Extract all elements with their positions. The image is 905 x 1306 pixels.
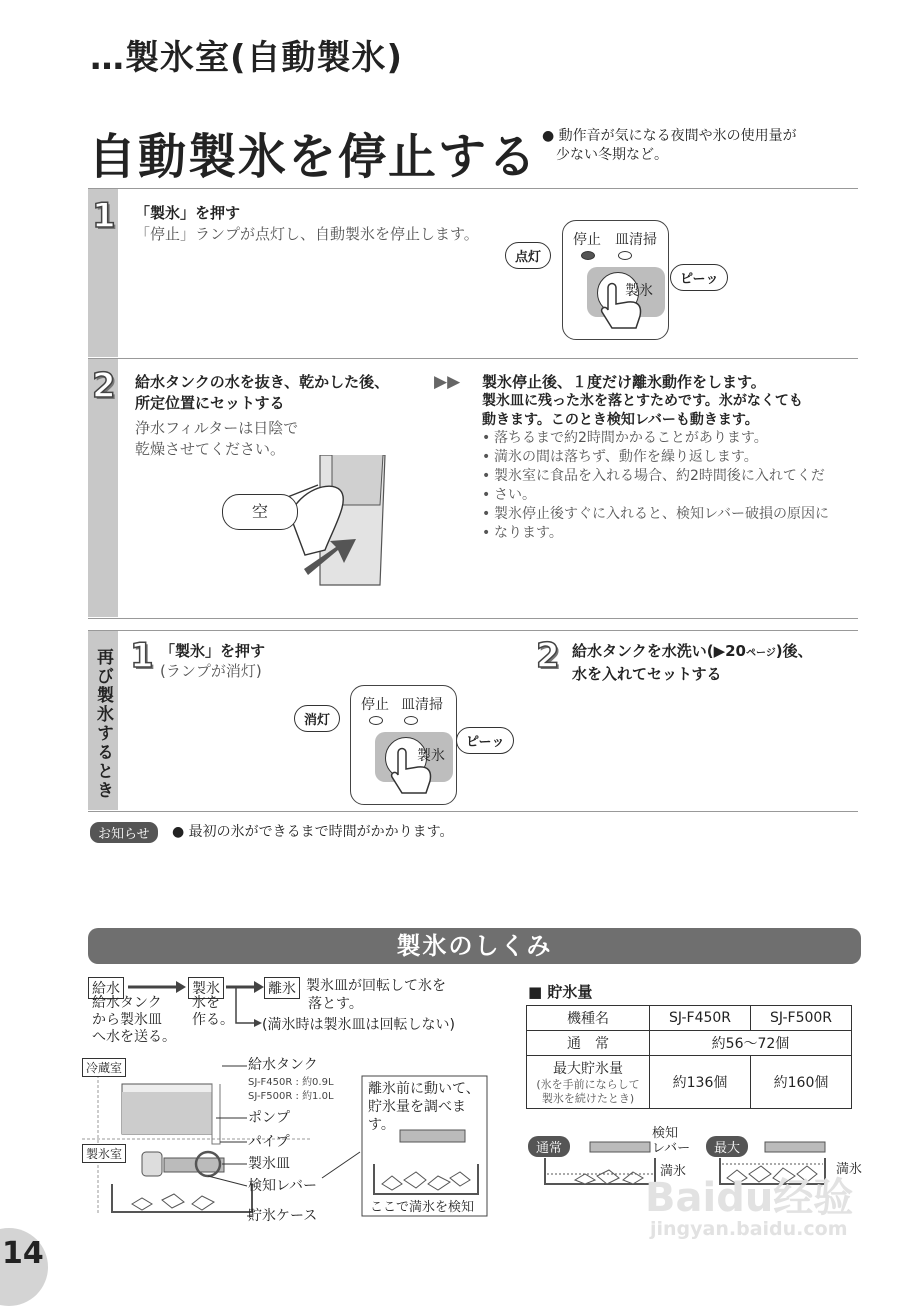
stop-lamp-lit	[581, 251, 595, 260]
ice-button-label: 製氷	[625, 283, 653, 299]
lever-label: 検知レバー	[248, 1178, 318, 1194]
flow-release-note: (満氷時は製氷皿は回転しない)	[262, 1017, 455, 1033]
flow-release-desc	[306, 977, 446, 1013]
page-ref-unit: ページ	[745, 648, 776, 659]
normal-badge: 通常	[528, 1136, 570, 1157]
bullet-item: • 製氷室に食品を入れる場合、約2時間後に入れてくだ	[480, 467, 865, 486]
flow-desc-line: 氷を	[192, 995, 220, 1011]
stop-lamp-off	[369, 716, 383, 725]
pump-label: ポンプ	[248, 1110, 290, 1126]
lamp-stop-label: 停止	[573, 232, 601, 248]
step-number: 2	[92, 366, 116, 406]
flow-desc-line: へ水を送る。	[92, 1029, 176, 1045]
table-row	[527, 1031, 852, 1056]
tray-label: 製氷皿	[248, 1156, 290, 1172]
step2-desc-line1: 浄水フィルターは日陰で	[135, 419, 299, 437]
storage-table	[526, 1005, 852, 1109]
step-number: 1	[130, 636, 154, 676]
flow-box-release: 離氷	[264, 977, 300, 999]
mechanism-banner: 製氷のしくみ	[88, 928, 861, 964]
step2-title-line2: 所定位置にセットする	[135, 394, 285, 412]
table-cell: 約136個	[650, 1056, 751, 1109]
flow-box-supply: 給水	[88, 977, 124, 999]
restart-side-label: 再び製氷するとき	[93, 648, 113, 800]
table-cell: 通 常	[527, 1031, 650, 1056]
step2-desc	[135, 418, 298, 460]
row2-sub: (氷を手前にならして	[536, 1078, 640, 1091]
detail-caption: ここで満氷を検知	[370, 1200, 475, 1215]
top-note-line1: ● 動作音が気になる夜間や氷の使用量が	[542, 128, 797, 144]
clean-lamp	[618, 251, 632, 260]
divider	[88, 188, 858, 189]
clean-lamp	[404, 716, 418, 725]
tank-label: 給水タンク	[248, 1057, 318, 1073]
table-row	[527, 1006, 852, 1031]
restart-step1-title: 「製氷」を押す	[160, 642, 266, 660]
top-note	[542, 127, 797, 165]
step1-title: 「製氷」を押す	[135, 204, 241, 222]
tank-spec-line: SJ-F500R : 約1.0L	[248, 1091, 334, 1102]
water-tank-illustration	[220, 455, 420, 605]
result-desc	[482, 392, 803, 430]
restart-step2-title	[572, 641, 813, 685]
pressing-hand-icon	[388, 745, 448, 795]
table-cell	[527, 1056, 650, 1109]
callout-beep: ピーッ	[670, 264, 728, 291]
table-cell: 機種名	[527, 1006, 650, 1031]
storage-heading: ■ 貯氷量	[528, 983, 593, 1001]
step1-desc: 「停止」ランプが点灯し、自動製氷を停止します。	[135, 225, 479, 243]
table-cell: 約56〜72個	[650, 1031, 852, 1056]
flow-box-make: 製氷	[188, 977, 224, 999]
detail-desc	[368, 1080, 490, 1134]
fridge-label: 冷蔵室	[82, 1058, 126, 1077]
result-bullets	[480, 429, 865, 543]
notice-label: お知らせ	[90, 822, 158, 843]
flow-desc-line: から製氷皿	[92, 1012, 162, 1028]
arrow-icon: ▶▶	[434, 372, 461, 392]
bullet-cont: • さい。	[480, 486, 865, 505]
storage-table-wrap	[526, 1005, 852, 1109]
detail-line: 離氷前に動いて、	[368, 1081, 480, 1097]
flow-arrow-icon	[128, 979, 188, 995]
table-cell: SJ-F500R	[751, 1006, 852, 1031]
divider	[88, 358, 858, 359]
result-line2: 動きます。このとき検知レバーも動きます。	[482, 412, 759, 428]
callout-off: 消灯	[294, 705, 340, 732]
tank-spec	[248, 1076, 334, 1104]
restart-step2-title-a: 給水タンクを水洗い(	[572, 642, 714, 660]
flow-supply-desc	[92, 995, 176, 1046]
full-level-label: 満氷	[660, 1164, 687, 1179]
section-title: …製氷室(自動製氷)	[90, 38, 404, 78]
page-title: 自動製氷を停止する	[88, 129, 539, 185]
divider	[88, 811, 858, 812]
ice-button-label: 製氷	[417, 748, 445, 764]
lamp-clean-label: 皿清掃	[401, 697, 443, 713]
detail-line: 貯氷量を調べます。	[368, 1099, 466, 1133]
result-title: 製氷停止後、１度だけ離氷動作をします。	[482, 373, 766, 391]
table-row	[527, 1056, 852, 1109]
lamp-stop-label: 停止	[361, 697, 389, 713]
step-number: 1	[92, 196, 116, 236]
empty-bubble: 空	[222, 494, 298, 530]
watermark-url: jingyan.baidu.com	[650, 1218, 848, 1240]
divider	[88, 618, 858, 619]
table-cell: SJ-F450R	[650, 1006, 751, 1031]
flow-desc-line: 製氷皿が回転して氷を	[306, 978, 446, 994]
top-note-line2: 少ない冬期など。	[556, 147, 668, 163]
callout-beep: ピーッ	[456, 727, 514, 754]
tank-spec-line: SJ-F450R : 約0.9L	[248, 1077, 334, 1088]
callout-lit: 点灯	[505, 242, 551, 269]
step-number: 2	[536, 636, 560, 676]
restart-step2-title-line2: 水を入れてセットする	[572, 665, 722, 683]
restart-step1-desc: (ランプが消灯)	[160, 662, 262, 680]
page-ref-link[interactable]: ▶20	[713, 642, 746, 660]
row2-sub: 製氷を続けたとき)	[541, 1092, 635, 1105]
flow-desc-line: 作る。	[192, 1012, 234, 1028]
flow-desc-line: 落とす。	[308, 996, 363, 1012]
pressing-hand-icon	[598, 280, 658, 330]
flow-desc-line: 給水タンク	[92, 995, 162, 1011]
step2-desc-line2: 乾燥させてください。	[135, 440, 286, 458]
notice-text: ● 最初の氷ができるまで時間がかかります。	[172, 824, 454, 840]
divider	[88, 630, 858, 631]
result-line1: 製氷皿に残った氷を落とすためです。氷がなくても	[482, 393, 803, 409]
table-cell: 約160個	[751, 1056, 852, 1109]
bullet-item: • 満氷の間は落ちず、動作を繰り返します。	[480, 448, 865, 467]
bullet-item: • 落ちるまで約2時間かかることがあります。	[480, 429, 865, 448]
max-badge: 最大	[706, 1136, 748, 1157]
page-number: 14	[2, 1236, 44, 1271]
flow-branch-arrow-icon	[226, 979, 266, 1029]
freezer-label: 製氷室	[82, 1144, 126, 1163]
icemaker-diagram	[82, 1054, 490, 1224]
step2-title	[135, 372, 389, 414]
full-level-label: 満氷	[836, 1162, 863, 1177]
lever-line: レバー	[652, 1141, 691, 1156]
bullet-cont: • 製氷停止後すぐに入れると、検知レバー破損の原因に	[480, 505, 865, 524]
step2-title-line1: 給水タンクの水を抜き、乾かした後、	[135, 373, 390, 391]
case-label: 貯氷ケース	[248, 1208, 318, 1224]
bullet-cont: • なります。	[480, 524, 865, 543]
watermark-logo: Baidu经验	[645, 1175, 854, 1221]
lamp-clean-label: 皿清掃	[615, 232, 657, 248]
restart-step2-title-b: )後、	[775, 642, 813, 660]
row2-label: 最大貯氷量	[553, 1061, 623, 1077]
pipe-label: パイプ	[248, 1134, 290, 1150]
lever-line: 検知	[652, 1126, 679, 1141]
